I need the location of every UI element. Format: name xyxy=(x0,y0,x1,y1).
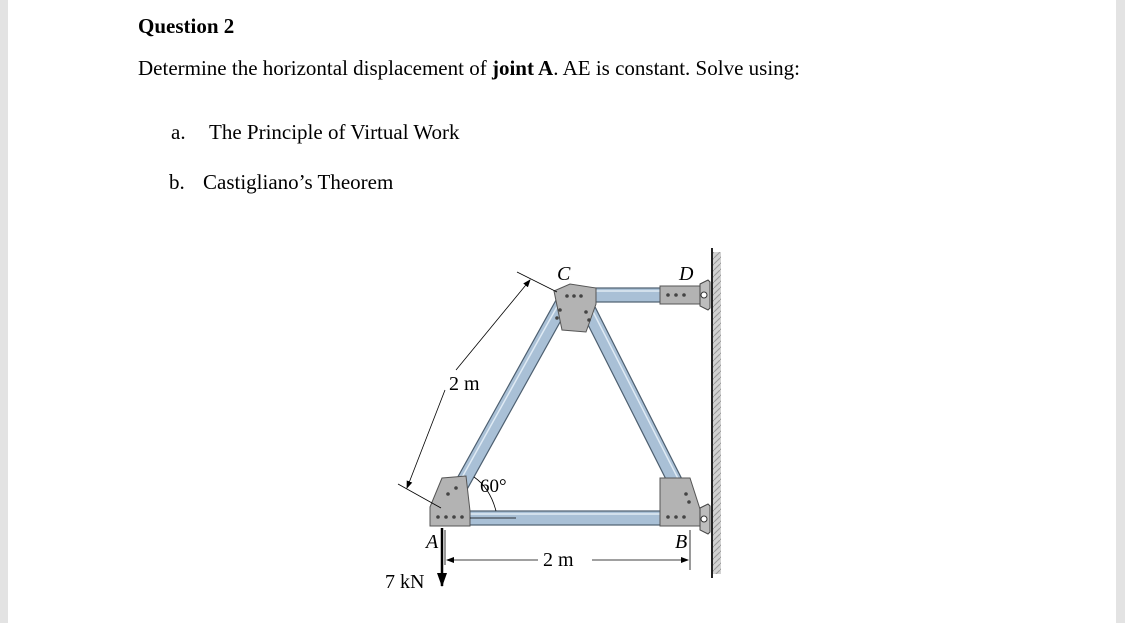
part-a-text: The Principle of Virtual Work xyxy=(209,120,460,144)
statement-bold: joint A xyxy=(491,56,554,80)
angle-label: 60° xyxy=(480,476,507,497)
joint-label-a: A xyxy=(426,531,439,553)
joint-label-d: D xyxy=(679,263,694,285)
support-wall xyxy=(711,248,721,578)
joint-label-c: C xyxy=(557,263,571,285)
pin-support-d xyxy=(700,280,710,310)
part-b-marker: b. xyxy=(169,170,185,194)
gusset-d xyxy=(660,286,700,304)
part-b-text: Castigliano’s Theorem xyxy=(203,170,394,194)
load-label: 7 kN xyxy=(385,571,425,593)
gusset-a xyxy=(430,476,470,526)
joint-label-b: B xyxy=(675,531,688,553)
pin-support-b xyxy=(700,504,710,534)
dimension-inclined-label: 2 m xyxy=(449,373,480,395)
statement-prefix: Determine the horizontal displacement of xyxy=(138,56,492,80)
question-title: Question 2 xyxy=(138,14,235,38)
dimension-horizontal-label: 2 m xyxy=(543,549,574,571)
part-a-marker: a. xyxy=(171,120,186,144)
gusset-b xyxy=(660,478,702,526)
statement-suffix: . AE is constant. Solve using: xyxy=(553,56,800,80)
